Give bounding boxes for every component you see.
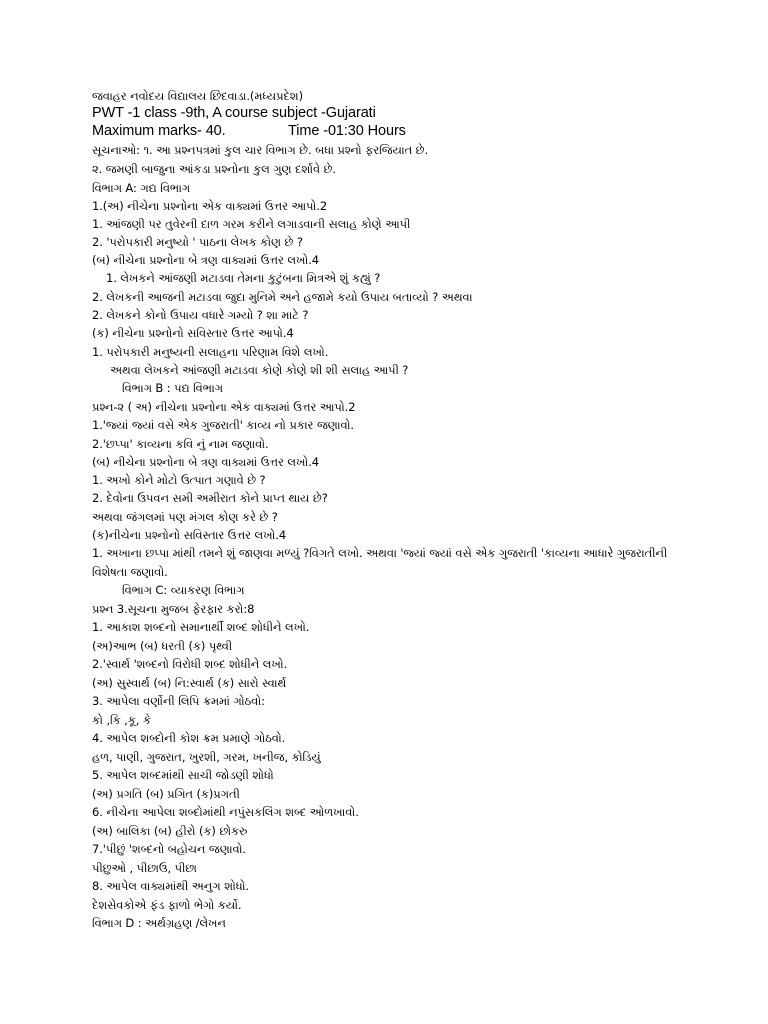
instruction-line-1: સૂચનાઓ: ૧. આ પ્રશ્નપત્રમાં કુલ ચાર વિભાગ છે. બધા પ્રશ્નો ફરજિયાત છે.	[92, 143, 429, 157]
section-b-question-b-2: 2. દેવોના ઉપવન સમી અમીરાત કોને પ્રાપ્ત થાય છે?	[92, 491, 328, 505]
section-c-question-2: 2.'સ્વાર્થ 'શબ્દનો વિરોધી શબ્દ શોધીને લખો.	[92, 657, 288, 671]
exam-time: Time -01:30 Hours	[288, 123, 406, 139]
section-b-question-b-1: 1. અખો કોને મોટો ઉત્પાત ગણાવે છે ?	[92, 473, 266, 487]
section-c-question-1-options: (અ)આભ (બ) ધરતી (ક) પૃથ્વી	[92, 639, 233, 653]
section-c-question-4-options: હળ, પાણી, ગુજરાત, ખુરશી, ગરમ, ખનીજ, કોડિયું	[92, 750, 321, 764]
section-a-question-c-title: (ક) નીચેના પ્રશ્નોનો સવિસ્તાર ઉત્તર આપો.4	[92, 326, 294, 340]
section-c-question-8: 8. આપેલ વાક્યમાંથી અનુગ શોધો.	[92, 879, 249, 893]
section-a-question-a-2: 2. 'પરોપકારી મનુષ્યો ' પાઠના લેખક કોણ છે ?	[92, 235, 303, 249]
section-d-heading: વિભાગ D : અર્થગ્રહણ /લેખન	[92, 916, 226, 930]
section-a-question-b-3: 2. લેખકને કોનો ઉપાય વધારે ગમ્યો ? શા માટે ?	[92, 308, 309, 322]
section-a-question-a-1: 1. આંજણી પર તુવેરની દાળ ગરમ કરીને લગાડવાની સલાહ કોણે આપી	[92, 217, 411, 231]
section-a-heading: વિભાગ A: ગદ્ય વિભાગ	[92, 181, 191, 195]
section-a-question-c-1-alternative: અથવા લેખકને આંજણી મટાડવા કોણે કોણે શી શી સલાહ આપી ?	[110, 363, 409, 377]
section-c-question-5-options: (અ) પ્રગતિ (બ) પ્રગિત (ક)પ્રગતી	[92, 787, 240, 801]
section-b-question-a-1: 1.'જ્યાં જ્યાં વસે એક ગુજરાતી' કાવ્ય નો પ્રકાર જણાવો.	[92, 418, 354, 432]
section-c-question-title: પ્રશ્ન 3.સૂચના મુજબ ફેરફાર કરો:8	[92, 602, 255, 616]
section-c-question-4: 4. આપેલ શબ્દોની કોશ ક્રમ પ્રમાણે ગોઠવો.	[92, 731, 286, 745]
instruction-line-2: ૨. જમણી બાજુના આંકડા પ્રશ્નોના કુલ ગુણ દર્શાવે છે.	[92, 162, 336, 176]
section-a-question-a-title: 1.(અ) નીચેના પ્રશ્નોના એક વાક્યમાં ઉત્તર આપો.2	[92, 199, 328, 213]
school-name: જવાહર નવોદય વિદ્યાલય છિંદવાડા.(મધ્યપ્રદેશ)	[92, 89, 303, 103]
section-c-question-7-options: પીછુઓ , પીછાઉ, પીછા	[92, 861, 197, 875]
section-c-question-1: 1. આકાશ શબ્દનો સમાનાર્થી શબ્દ શોધીને લખો.	[92, 620, 310, 634]
exam-info: PWT -1 class -9th, A course subject -Gujarati	[92, 105, 376, 121]
section-b-question-c-1: 1. અખાના છપ્પા માંથી તમને શું જાણવા મળ્યું ?વિગતે લખો. અથવા 'જ્યાં જ્યાં વસે એક ગુજરાતી 'કાવ્યના આધારે ગુજરાતીની	[92, 546, 668, 560]
section-b-question-a-2: 2.'છપ્પા' કાવ્યના કવિ નું નામ જણાવો.	[92, 437, 269, 451]
section-c-question-2-options: (અ) સુસ્વાર્થ (બ) નિ:સ્વાર્થ (ક) સારો સ્વાર્થ	[92, 676, 287, 690]
section-c-question-3: 3. આપેલા વર્ણોની લિપિ ક્રમમાં ગોઠવો:	[92, 694, 265, 708]
section-c-question-3-options: કો ,કિ ,કૂ, કે	[92, 713, 151, 727]
section-b-question-c-1-continued: વિશેષતા જણાવો.	[92, 565, 168, 579]
section-a-question-b-2: 2. લેખકની આજની મટાડવા જુદા મુનિમે અને હજામે કયો ઉપાય બતાવ્યો ? અથવા	[92, 290, 473, 304]
section-a-question-c-1: 1. પરોપકારી મનુષ્યની સલાહના પરિણામ વિશે લખો.	[92, 345, 329, 359]
section-b-heading: વિભાગ B : પદ્ય વિભાગ	[122, 381, 223, 395]
section-b-question-b-alternative: અથવા જંગલમાં પણ મંગલ કોણ કરે છે ?	[92, 510, 278, 524]
section-b-question-b-title: (બ) નીચેના પ્રશ્નોના બે ત્રણ વાક્યમાં ઉત્તર લખો.4	[92, 455, 319, 469]
max-marks: Maximum marks- 40.	[92, 123, 226, 139]
section-c-question-5: 5. આપેલ શબ્દમાંથી સાચી જોડણી શોધો	[92, 768, 274, 782]
section-b-question-c-title: (ક)નીચેના પ્રશ્નોનો સવિસ્તાર ઉત્તર લખો.4	[92, 528, 287, 542]
section-c-question-8-options: દેશસેવકોએ ફંડ ફાળો ભેગો કર્યો.	[92, 898, 242, 912]
section-c-heading: વિભાગ C: વ્યાકરણ વિભાગ	[122, 583, 245, 597]
section-c-question-6-options: (અ) બાલિકા (બ) હીરો (ક) છોકરુ	[92, 824, 248, 838]
section-b-question-a-title: પ્રશ્ન-૨ ( અ) નીચેના પ્રશ્નોના એક વાક્યમાં ઉત્તર આપો.2	[92, 400, 356, 414]
section-a-question-b-title: (બ) નીચેના પ્રશ્નોના બે ત્રણ વાક્યમાં ઉત્તર લખો.4	[92, 253, 319, 267]
section-c-question-6: 6. નીચેના આપેલા શબ્દોમાંથી નપુંસકલિંગ શબ્દ ઓળખાવો.	[92, 805, 359, 819]
section-a-question-b-1: 1. લેખકને આંજણી મટાડવા તેમના કુટુંબના મિત્રએ શું કહ્યું ?	[106, 271, 381, 285]
section-c-question-7: 7.'પીછું 'શબ્દનો બહોચન જણાવો.	[92, 842, 246, 856]
